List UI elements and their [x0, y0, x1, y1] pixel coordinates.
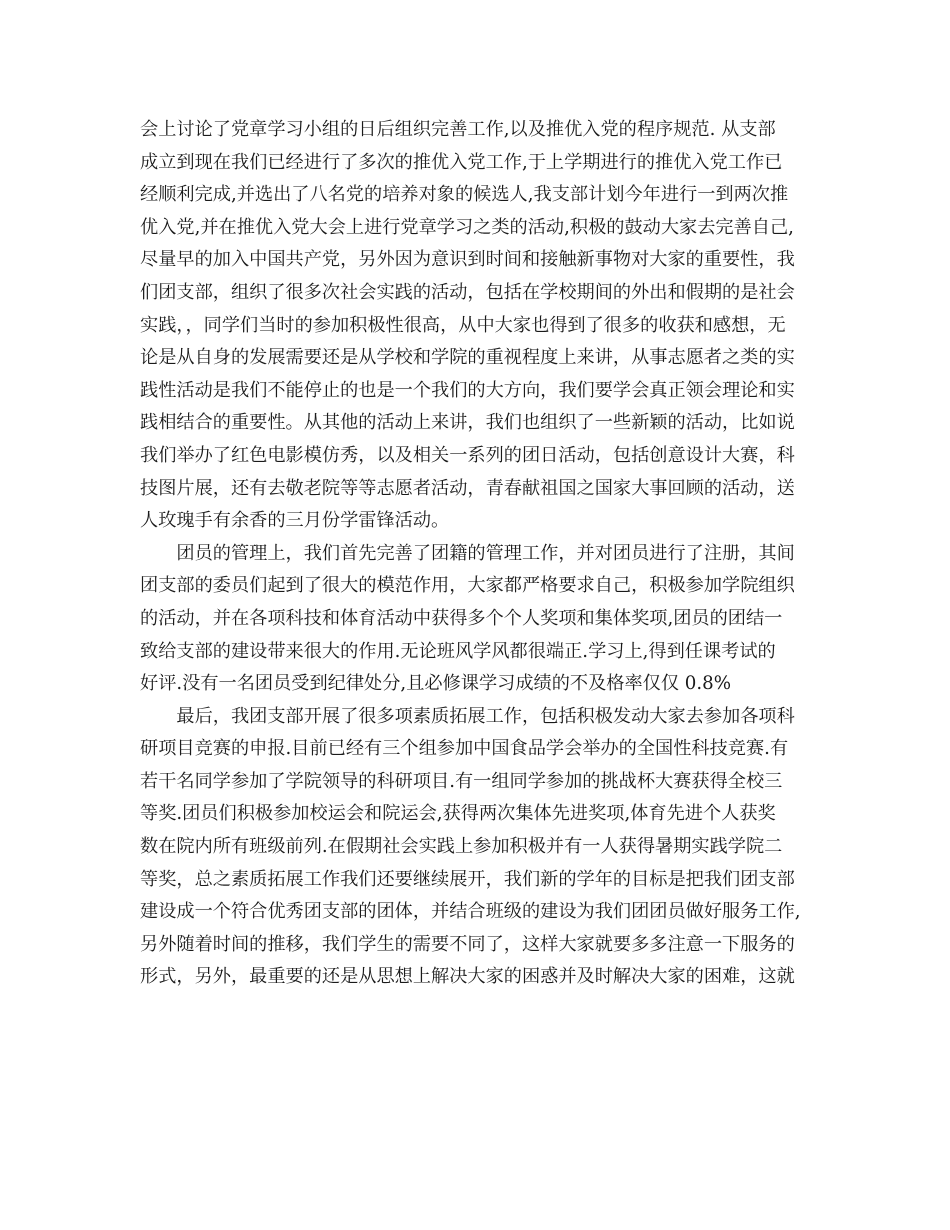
text-line: 形式，另外，最重要的还是从思想上解决大家的困惑并及时解决大家的困难，这就: [140, 966, 795, 988]
text-line: 我们举办了红色电影模仿秀，以及相关一系列的团日活动，包括创意设计大赛，科: [140, 444, 795, 466]
text-line: 等奖.团员们积极参加校运会和院运会,获得两次集体先进奖项,体育先进个人获奖: [140, 803, 776, 825]
text-line: 践相结合的重要性。从其他的活动上来讲，我们也组织了一些新颖的活动，比如说: [140, 412, 795, 434]
text-line: 优入党,并在推优入党大会上进行党章学习之类的活动,积极的鼓动大家去完善自己,: [140, 216, 794, 238]
text-line: 们团支部，组织了很多次社会实践的活动，包括在学校期间的外出和假期的是社会: [140, 281, 795, 303]
text-line: 研项目竞赛的申报.目前已经有三个组参加中国食品学会举办的全国性科技竞赛.有: [140, 738, 789, 760]
text-line: 致给支部的建设带来很大的作用.无论班风学风都很端正.学习上,得到任课考试的: [140, 640, 776, 662]
paragraph-1: [140, 114, 816, 538]
text-line: 团支部的委员们起到了很大的模范作用，大家都严格要求自己，积极参加学院组织: [140, 575, 795, 597]
text-line: 最后，我团支部开展了很多项素质拓展工作，包括积极发动大家去参加各项科: [140, 705, 795, 727]
text-line: 成立到现在我们已经进行了多次的推优入党工作,于上学期进行的推优入党工作已: [140, 151, 783, 173]
text-line: 数在院内所有班级前列.在假期社会实践上参加积极并有一人获得暑期实践学院二: [140, 836, 783, 858]
text-line: 建设成一个符合优秀团支部的团体，并结合班级的建设为我们团团员做好服务工作,: [140, 901, 801, 923]
paragraph-3: [140, 701, 816, 994]
text-line: 人玫瑰手有余香的三月份学雷锋活动。: [140, 510, 450, 532]
text-line: 实践，，同学们当时的参加积极性很高，从中大家也得到了很多的收获和感想，无: [140, 314, 786, 336]
paragraph-2: [140, 538, 816, 701]
text-line: 另外随着时间的推移，我们学生的需要不同了，这样大家就要多多注意一下服务的: [140, 933, 795, 955]
text-line: 技图片展，还有去敬老院等等志愿者活动，青春献祖国之国家大事回顾的活动，送: [140, 477, 795, 499]
text-line: 经顺利完成,并选出了八名党的培养对象的候选人,我支部计划今年进行一到两次推: [140, 184, 789, 206]
text-line: 好评.没有一名团员受到纪律处分,且必修课学习成绩的不及格率仅仅 0.8%: [140, 673, 731, 695]
text-line: 践性活动是我们不能停止的也是一个我们的大方向，我们要学会真正领会理论和实: [140, 379, 795, 401]
text-line: 尽量早的加入中国共产党，另外因为意识到时间和接触新事物对大家的重要性，我: [140, 249, 795, 271]
text-line: 会上讨论了党章学习小组的日后组织完善工作,以及推优入党的程序规范. 从支部: [140, 119, 776, 140]
text-line: 团员的管理上，我们首先完善了团籍的管理工作，并对团员进行了注册，其间: [140, 542, 795, 564]
text-line: 若干名同学参加了学院领导的科研项目.有一组同学参加的挑战杯大赛获得全校三: [140, 770, 783, 792]
document-body: [140, 114, 816, 994]
text-line: 等奖，总之素质拓展工作我们还要继续展开，我们新的学年的目标是把我们团支部: [140, 868, 795, 890]
text-line: 论是从自身的发展需要还是从学校和学院的重视程度上来讲，从事志愿者之类的实: [140, 347, 795, 369]
text-line: 的活动，并在各项科技和体育活动中获得多个个人奖项和集体奖项,团员的团结一: [140, 607, 783, 629]
